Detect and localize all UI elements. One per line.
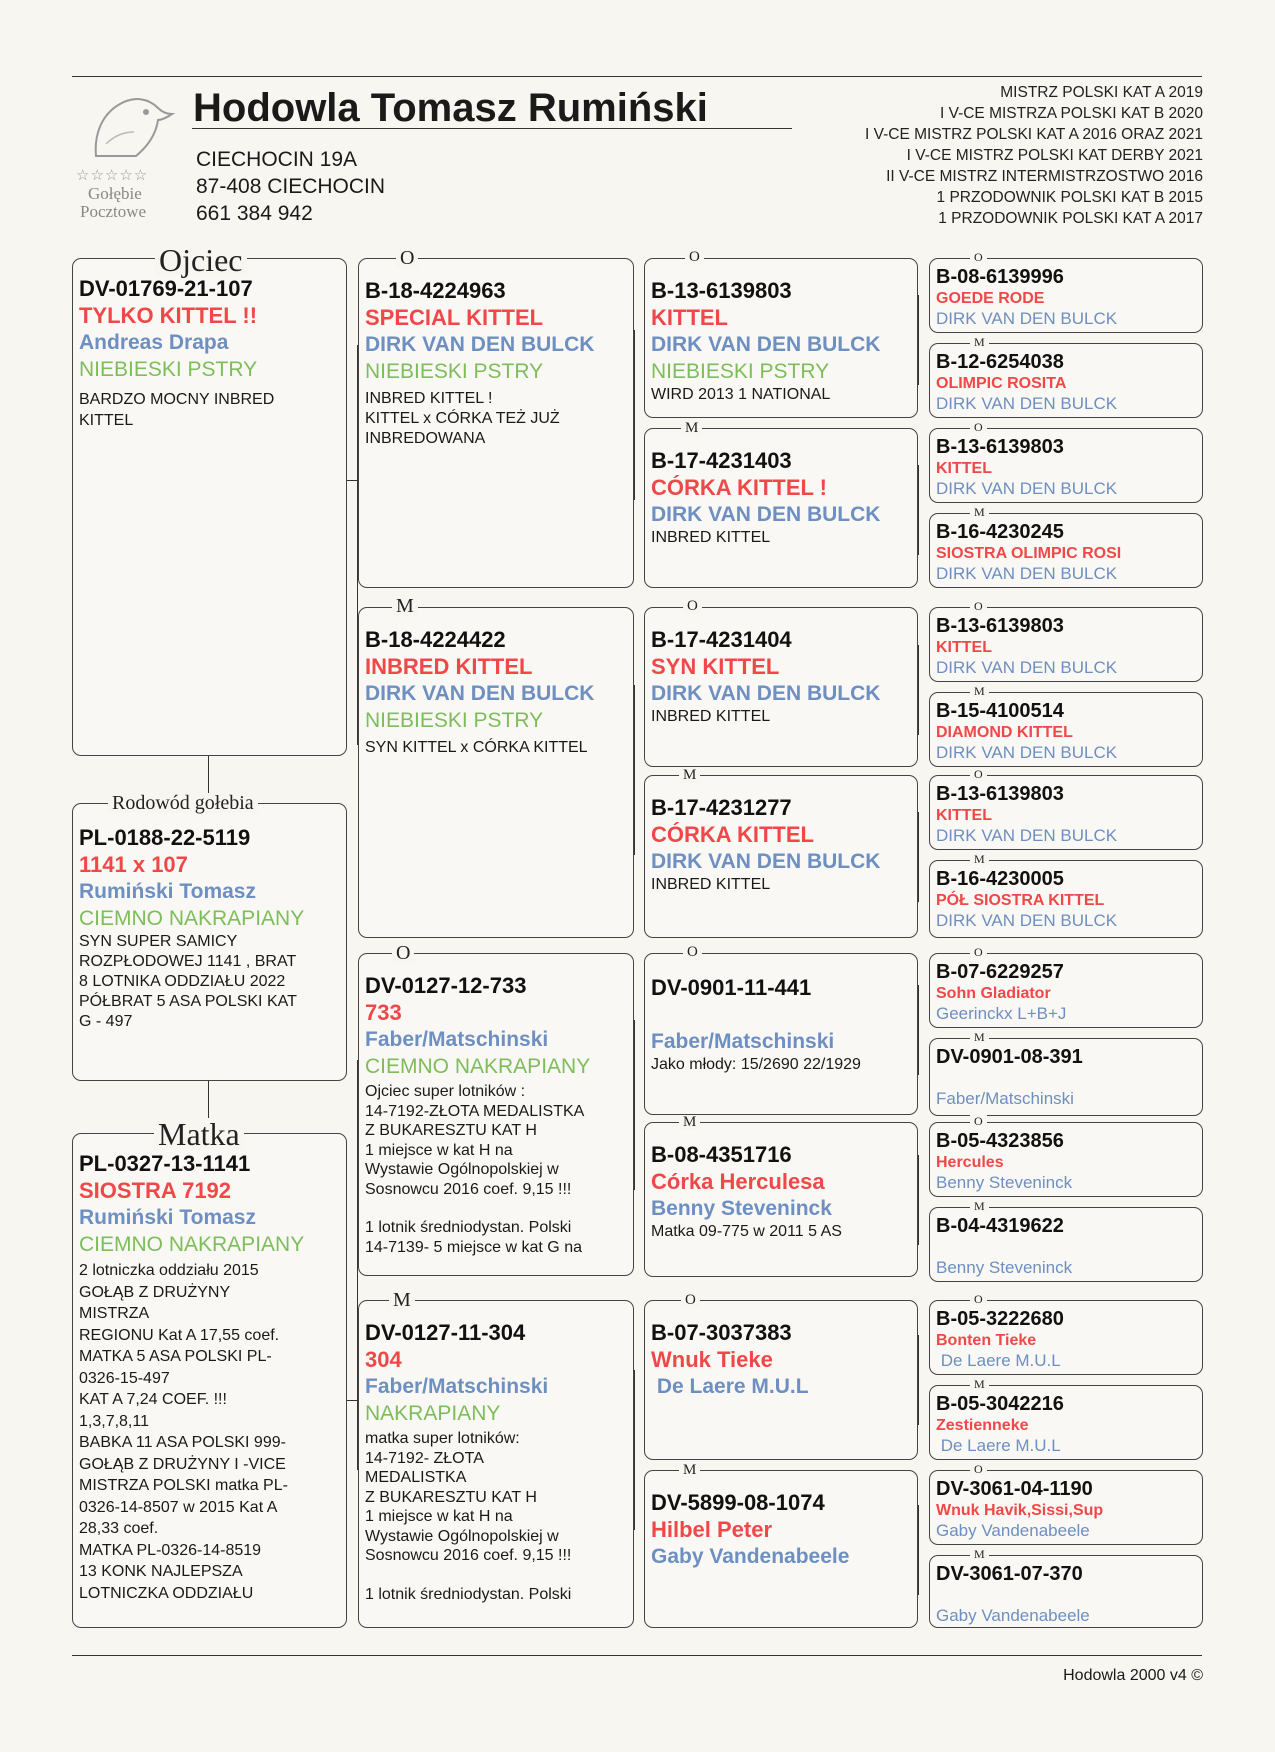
subject-name: 1141 x 107 [79,852,188,877]
ancestor-ring: B-13-6139803 [936,436,1064,458]
logo-text-line1: Gołębie [88,184,142,203]
ancestor-breeder: De Laere M.U.L [936,1351,1061,1370]
sex-label-o: O [392,943,414,963]
ancestor-ring: DV-3061-04-1190 [936,1478,1093,1500]
ancestor-breeder: Benny Steveninck [936,1258,1073,1277]
ancestor-card[interactable] [929,1207,1203,1282]
subject-card[interactable] [72,803,347,1081]
achievements-list [865,82,1203,229]
sex-label-m: M [679,1463,700,1478]
ancestor-ring: B-05-4323856 [936,1130,1064,1152]
great-grandparent-card[interactable]: B-17-4231403 CÓRKA KITTEL ! DIRK VAN DEN BULCK INBRED KITTEL [644,428,918,588]
address-line: 661 384 942 [196,202,313,225]
sex-label-o: O [970,1293,987,1305]
address-line: CIECHOCIN 19A [196,148,358,171]
ancestor-card[interactable] [929,775,1203,850]
mother-card[interactable] [72,1133,347,1628]
ancestor-ring: B-12-6254038 [936,351,1064,373]
grandparent-card[interactable]: B-18-4224963 SPECIAL KITTEL DIRK VAN DEN BULCK NIEBIESKI PSTRY INBRED KITTEL ! KITTEL x CÓRKA TEŻ JUŻ INBREDOWANA [358,258,634,588]
ancestor-name: KITTEL [936,460,992,477]
ancestor-breeder: DIRK VAN DEN BULCK [936,564,1118,583]
subject-breeder: Rumiński Tomasz [79,880,256,903]
father-card[interactable] [72,258,347,756]
ancestor-name [936,1238,1198,1257]
ancestor-ring: DV-3061-07-370 [936,1563,1083,1585]
ancestor-card[interactable] [929,1122,1203,1197]
address-line: 87-408 CIECHOCIN [196,175,386,198]
father-desc: BARDZO MOCNY INBRED KITTEL [79,391,275,429]
ancestor-card[interactable] [929,1038,1203,1116]
achievement-item: 1 PRZODOWNIK POLSKI KAT B 2015 [936,189,1203,206]
great-grandparent-card[interactable]: B-07-3037383 Wnuk Tieke De Laere M.U.L [644,1300,918,1460]
sex-label-m: M [970,853,989,865]
ancestor-name: Sohn Gladiator [936,985,1051,1002]
grandparent-card[interactable]: B-18-4224422 INBRED KITTEL DIRK VAN DEN BULCK NIEBIESKI PSTRY SYN KITTEL x CÓRKA KITTEL [358,607,634,938]
sex-label-o: O [970,946,987,958]
sex-label-m: M [681,421,702,436]
ancestor-breeder: Faber/Matschinski [936,1089,1074,1108]
subject-color: CIEMNO NAKRAPIANY [79,907,305,930]
mother-color: CIEMNO NAKRAPIANY [79,1233,305,1256]
sex-label-m: M [970,685,989,697]
sex-label-o: O [970,251,987,263]
sex-label-o: O [970,768,987,780]
ancestor-name: GOEDE RODE [936,290,1045,307]
great-grandparent-card[interactable]: B-13-6139803 KITTEL DIRK VAN DEN BULCK NIEBIESKI PSTRY WIRD 2013 1 NATIONAL [644,258,918,418]
ancestor-ring: B-13-6139803 [936,615,1064,637]
ancestor-card[interactable] [929,1300,1203,1375]
ancestor-ring: B-05-3042216 [936,1393,1064,1415]
mother-name: SIOSTRA 7192 [79,1178,232,1203]
father-breeder: Andreas Drapa [79,331,229,354]
footer-credit: Hodowla 2000 v4 © [1063,1667,1203,1684]
ancestor-name: SIOSTRA OLIMPIC ROSI [936,545,1122,562]
ancestor-breeder: Gaby Vandenabeele [936,1521,1090,1540]
ancestor-breeder: Geerinckx L+B+J [936,1004,1067,1023]
grandparent-card[interactable]: DV-0127-12-733 733 Faber/Matschinski CIEMNO NAKRAPIANY Ojciec super lotników : 14-7192-ZŁOTA MEDALISTKA Z BUKARESZTU KAT H 1 miejsce w kat H na Wystawie Ogólnopolskiej w Sosnowcu 2016 coef. 9,15 !!! 1 lotnik średniodystan. Polski 14-7139- 5 miejsce w kat G na [358,953,634,1276]
ancestor-ring: B-15-4100514 [936,700,1064,722]
sex-label-m: M [679,768,700,783]
great-grandparent-card[interactable]: B-17-4231404 SYN KITTEL DIRK VAN DEN BULCK INBRED KITTEL [644,607,918,767]
sex-label-m: M [970,1200,989,1212]
ancestor-ring: B-05-3222680 [936,1308,1064,1330]
ancestor-breeder: DIRK VAN DEN BULCK [936,743,1118,762]
father-name: TYLKO KITTEL !! [79,303,258,328]
sex-label-o: O [396,248,418,268]
sex-label-m: M [392,596,418,616]
mother-breeder: Rumiński Tomasz [79,1206,256,1229]
subject-ring: PL-0188-22-5119 [79,825,251,850]
mother-desc: 2 lotniczka oddziału 2015 GOŁĄB Z DRUŻYNY MISTRZA REGIONU Kat A 17,55 coef. MATKA 5 ASA POLSKI PL- 0326-15-497 KAT A 7,24 COEF. !!! 1,3,7,8,11 BABKA 11 ASA POLSKI 999- GOŁĄB Z DRUŻYNY I -VICE MISTRZA POLSKI matka PL- 0326-14-8507 w 2015 Kat A 28,33 coef. MATKA PL-0326-14-8519 13 KONK NAJLEPSZA LOTNICZKA ODDZIAŁU [79,1262,288,1602]
ancestor-card[interactable] [929,607,1203,682]
great-grandparent-card[interactable]: B-17-4231277 CÓRKA KITTEL DIRK VAN DEN BULCK INBRED KITTEL [644,775,918,938]
sex-label-o: O [681,1293,700,1308]
achievement-item: MISTRZ POLSKI KAT A 2019 [1000,84,1203,101]
mother-label: Matka [154,1118,244,1150]
achievement-item: II V-CE MISTRZ INTERMISTRZOSTWO 2016 [886,168,1203,185]
ancestor-breeder: DIRK VAN DEN BULCK [936,309,1118,328]
sex-label-m: M [970,1548,989,1560]
ancestor-breeder: DIRK VAN DEN BULCK [936,826,1118,845]
pigeon-head-icon [76,84,176,164]
ancestor-card[interactable] [929,953,1203,1028]
sex-label-o: O [683,945,702,960]
ancestor-card[interactable] [929,860,1203,938]
father-label: Ojciec [155,244,247,276]
ancestor-name: Hercules [936,1154,1004,1171]
logo-stars: ☆☆☆☆☆ [76,167,149,184]
ancestor-ring: B-04-4319622 [936,1215,1064,1237]
logo-text-line2: Pocztowe [80,202,147,221]
achievement-item: I V-CE MISTRZA POLSKI KAT B 2020 [939,105,1203,122]
father-ring: DV-01769-21-107 [79,276,253,301]
ancestor-card[interactable] [929,1470,1203,1545]
great-grandparent-card[interactable]: DV-0901-11-441 Faber/Matschinski Jako młody: 15/2690 22/1929 [644,953,918,1115]
sex-label-m: M [389,1290,415,1310]
sex-label-o: O [970,1463,987,1475]
ancestor-card[interactable] [929,1385,1203,1460]
sex-label-m: M [970,336,989,348]
ancestor-breeder: DIRK VAN DEN BULCK [936,911,1118,930]
subject-label: Rodowód gołebia [108,793,258,813]
ancestor-name [936,1586,1198,1605]
ancestor-breeder: De Laere M.U.L [936,1436,1061,1455]
father-color: NIEBIESKI PSTRY [79,358,258,381]
sex-label-m: M [970,1031,989,1043]
sex-label-o: O [970,600,987,612]
sex-label-o: O [970,1115,987,1127]
sex-label-m: M [679,1115,700,1130]
achievement-item: 1 PRZODOWNIK POLSKI KAT A 2017 [938,210,1203,227]
ancestor-card[interactable] [929,428,1203,503]
sex-label-o: O [970,421,987,433]
ancestor-name [936,1069,1198,1088]
grandparent-card[interactable]: DV-0127-11-304 304 Faber/Matschinski NAKRAPIANY matka super lotników: 14-7192- ZŁOTA MEDALISTKA Z BUKARESZTU KAT H 1 miejsce w kat H na Wystawie Ogólnopolskiej w Sosnowcu 2016 coef. 9,15 !!! 1 lotnik średniodystan. Polski [358,1300,634,1628]
achievement-item: I V-CE MISTRZ POLSKI KAT A 2016 ORAZ 2021 [865,126,1203,143]
ancestor-breeder: DIRK VAN DEN BULCK [936,658,1118,677]
page-title: Hodowla Tomasz Rumiński [193,86,708,130]
ancestor-name: Bonten Tieke [936,1332,1037,1349]
mother-ring: PL-0327-13-1141 [79,1151,251,1176]
ancestor-breeder: DIRK VAN DEN BULCK [936,479,1118,498]
ancestor-ring: DV-0901-08-391 [936,1046,1083,1068]
sex-label-m: M [970,1378,989,1390]
great-grandparent-card[interactable]: DV-5899-08-1074 Hilbel Peter Gaby Vandenabeele [644,1470,918,1628]
ancestor-card[interactable] [929,692,1203,767]
logo [76,84,176,234]
ancestor-ring: B-07-6229257 [936,961,1064,983]
ancestor-name: PÓŁ SIOSTRA KITTEL [936,892,1105,909]
ancestor-card[interactable] [929,343,1203,418]
ancestor-name: Wnuk Havik,Sissi,Sup [936,1502,1104,1519]
ancestor-breeder: Benny Steveninck [936,1173,1073,1192]
sex-label-m: M [970,506,989,518]
ancestor-ring: B-16-4230005 [936,868,1064,890]
ancestor-name: KITTEL [936,807,992,824]
great-grandparent-card[interactable]: B-08-4351716 Córka Herculesa Benny Steveninck Matka 09-775 w 2011 5 AS [644,1122,918,1277]
subject-desc: SYN SUPER SAMICY ROZPŁODOWEJ 1141 , BRAT 8 LOTNIKA ODDZIAŁU 2022 PÓŁBRAT 5 ASA POLSKI KAT G - 497 [79,933,297,1030]
ancestor-ring: B-08-6139996 [936,266,1064,288]
ancestor-card[interactable] [929,1555,1203,1628]
ancestor-ring: B-16-4230245 [936,521,1064,543]
achievement-item: I V-CE MISTRZ POLSKI KAT DERBY 2021 [906,147,1203,164]
ancestor-name: Zestienneke [936,1417,1029,1434]
ancestor-name: DIAMOND KITTEL [936,724,1073,741]
sex-label-o: O [683,599,702,614]
ancestor-name: KITTEL [936,639,992,656]
ancestor-breeder: Gaby Vandenabeele [936,1606,1090,1625]
breeder-address [196,146,385,227]
sex-label-o: O [685,250,704,265]
ancestor-card[interactable] [929,513,1203,588]
ancestor-card[interactable] [929,258,1203,333]
ancestor-ring: B-13-6139803 [936,783,1064,805]
ancestor-name: OLIMPIC ROSITA [936,375,1067,392]
ancestor-breeder: DIRK VAN DEN BULCK [936,394,1118,413]
